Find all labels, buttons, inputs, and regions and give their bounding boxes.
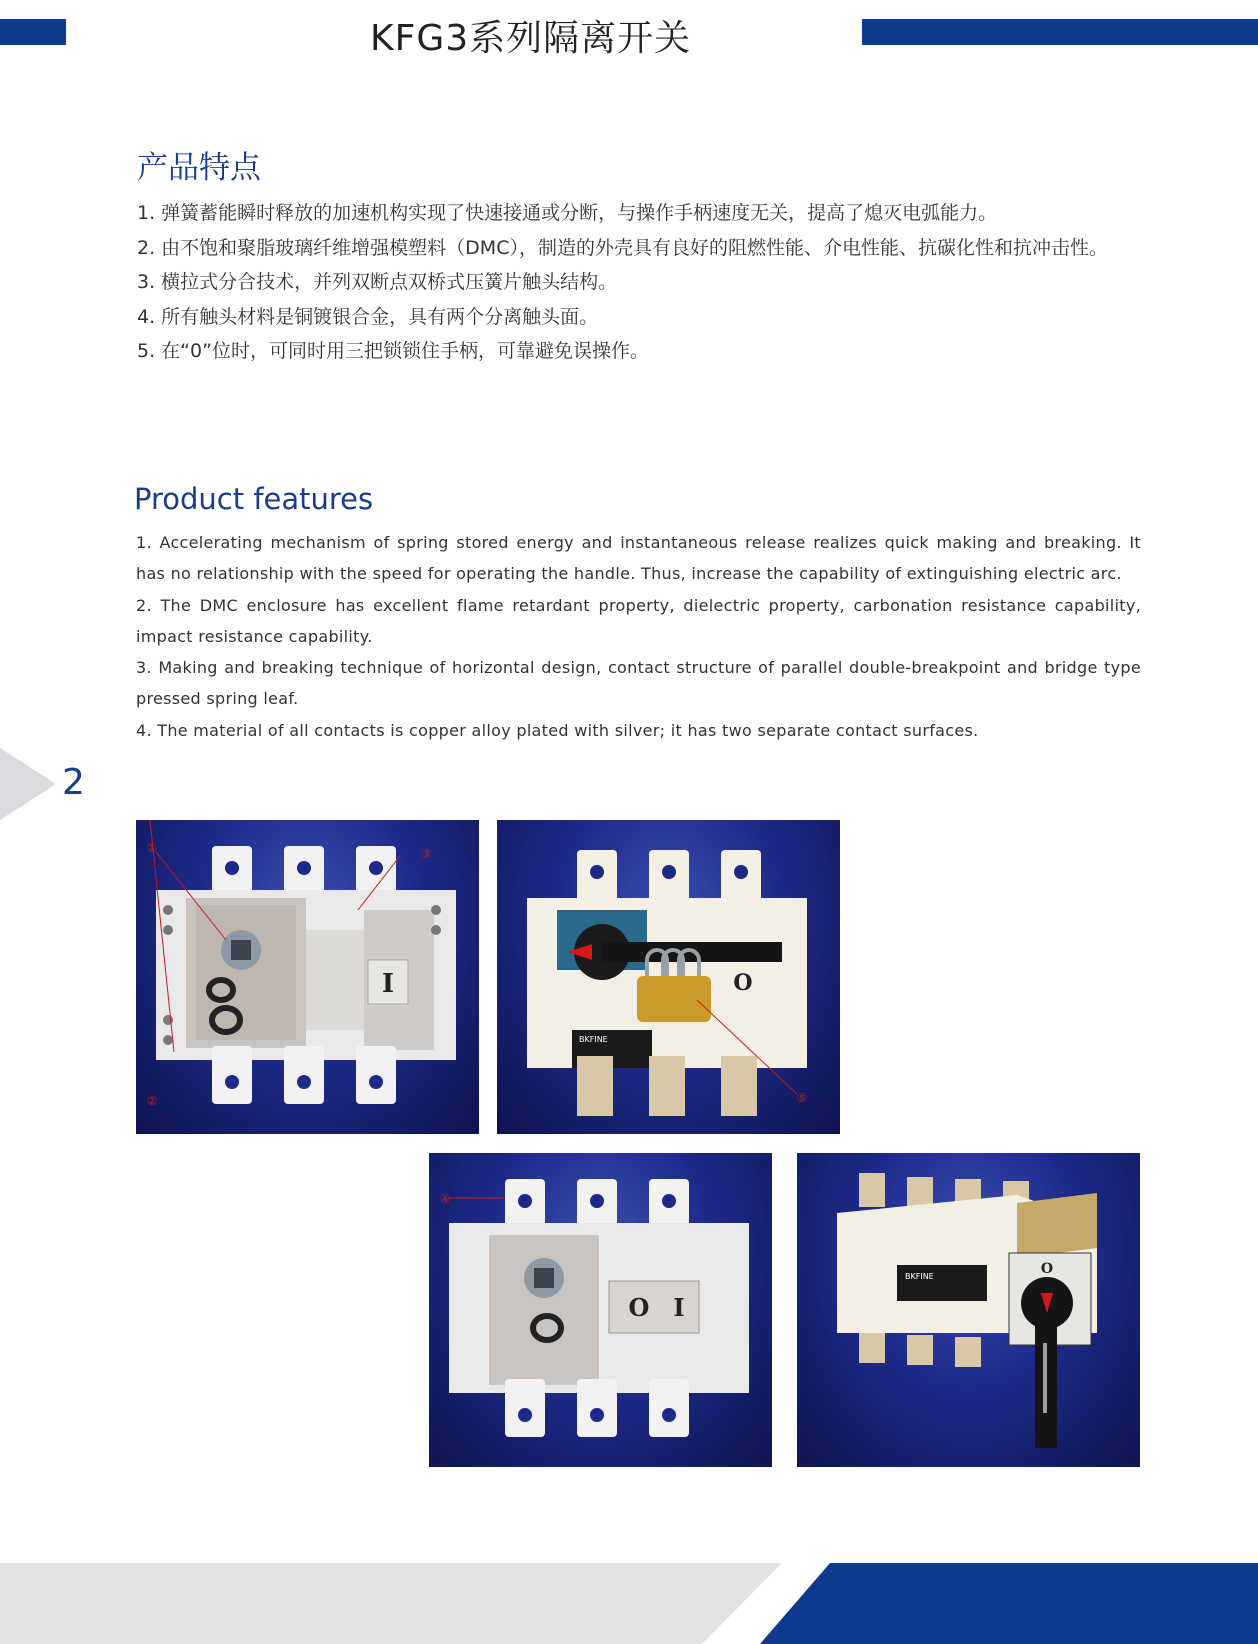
callout-5: ⑤ <box>796 1091 808 1105</box>
product-photo-side-view <box>797 1153 1140 1467</box>
features-cn-item: 3. 横拉式分合技术，并列双断点双桥式压簧片触头结构。 <box>137 271 618 293</box>
callout-3: ③ <box>420 847 432 861</box>
i-position-label: I <box>381 969 395 999</box>
features-en-item: 2. The DMC enclosure has excellent flame retardant property, dielectric property, carbonation resistance capability, impact resistance capability. <box>136 595 1141 646</box>
page-tab-triangle <box>0 748 58 820</box>
nameplate-brand: BKFINE <box>905 1272 934 1281</box>
features-cn-heading: 产品特点 <box>137 150 261 186</box>
features-cn-item: 4. 所有触头材料是铜镀银合金，具有两个分离触头面。 <box>137 305 599 328</box>
header-bar-right <box>862 19 1258 45</box>
page-number: 2 <box>62 762 85 803</box>
features-en-item: 1. Accelerating mechanism of spring stored energy and instantaneous release realizes quick making and breaking. It has no relationship with the speed for operating the handle. Thus, increase the capability of extinguishing electric arc. <box>136 533 1141 584</box>
callout-4: ④ <box>439 1192 451 1206</box>
i-position-label: I <box>673 1293 685 1322</box>
page-title: KFG3系列隔离开关 <box>370 18 692 59</box>
features-cn-item: 1. 弹簧蓄能瞬时释放的加速机构实现了快速接通或分断，与操作手柄速度无关，提高了熄灭电弧能力。 <box>137 202 998 224</box>
product-photo-open-switch <box>136 820 479 1134</box>
features-en-item: 4. The material of all contacts is copper alloy plated with silver; it has two separate contact surfaces. <box>136 720 979 740</box>
nameplate-brand: BKFINE <box>579 1035 608 1044</box>
o-position-label: O <box>733 970 753 996</box>
features-cn-item: 5. 在“0”位时，可同时用三把锁锁住手柄，可靠避免误操作。 <box>137 340 649 362</box>
features-en-item: 3. Making and breaking technique of horizontal design, contact structure of parallel double-breakpoint and bridge type pressed spring leaf. <box>136 658 1141 709</box>
product-photo-padlocked-switch <box>497 820 840 1134</box>
features-cn-item: 2. 由不饱和聚脂玻璃纤维增强模塑料（DMC），制造的外壳具有良好的阻燃性能、介电性能、抗碳化性和抗冲击性。 <box>137 236 1108 259</box>
footer-band <box>0 1563 1258 1644</box>
o-position-label: O <box>628 1293 650 1322</box>
product-photo-internal-view <box>429 1153 772 1467</box>
header-bar-left <box>0 19 66 45</box>
callout-2: ② <box>146 1094 158 1108</box>
callout-1: ① <box>146 841 158 855</box>
features-en-heading: Product features <box>134 482 374 516</box>
o-position-label: O <box>1040 1261 1054 1277</box>
features-cn-list <box>137 196 1142 369</box>
features-en-list <box>136 527 1141 746</box>
